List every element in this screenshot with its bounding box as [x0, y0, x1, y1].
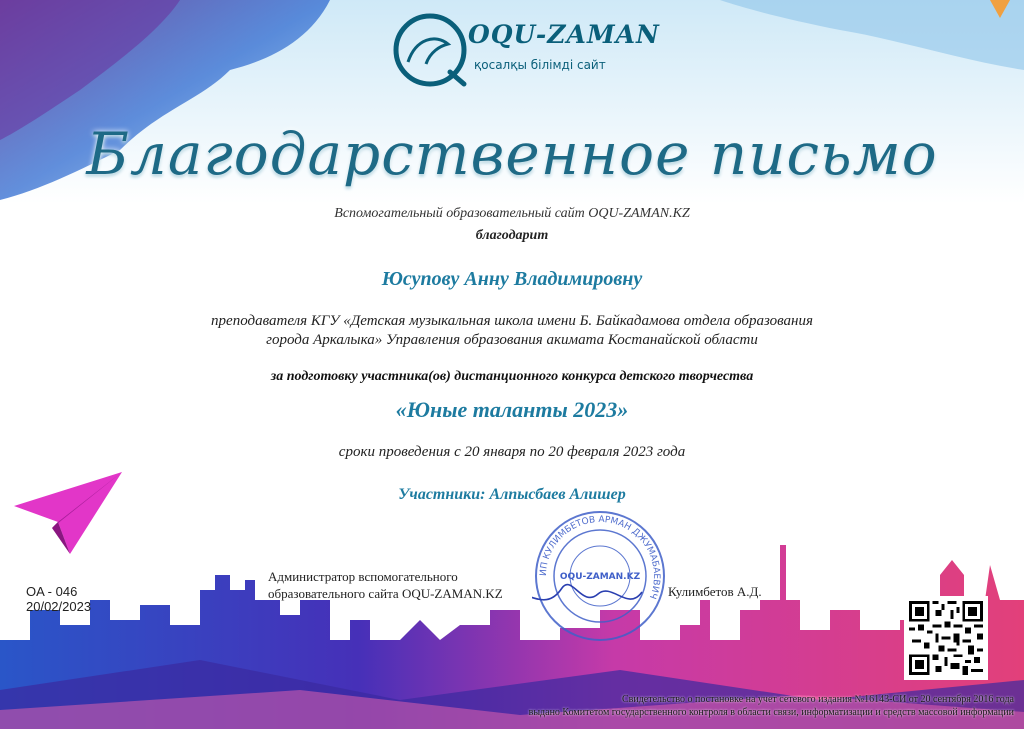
thanks-line: благодарит — [475, 228, 549, 243]
admin-title — [268, 568, 503, 602]
logo-emblem-icon — [388, 8, 472, 92]
registration-note — [529, 693, 1014, 719]
admin-line-2: образовательного сайта OQU-ZAMAN.KZ — [268, 586, 503, 601]
document-number: OA - 046 — [26, 584, 78, 599]
document-date: 20/02/2023 — [26, 599, 92, 614]
award-reason: за подготовку участника(ов) дистанционного конкурса детского творчества — [270, 369, 754, 384]
document-number-block — [26, 584, 91, 614]
qr-code-icon — [904, 596, 988, 680]
position-line-1: преподавателя КГУ «Детская музыкальная школа имени Б. Байкадамова отдела образования — [211, 313, 813, 329]
logo-name: OQU-ZAMAN — [468, 20, 660, 49]
paper-plane-icon — [12, 466, 126, 558]
contest-dates: сроки проведения с 20 января по 20 февраля 2023 года — [338, 444, 686, 460]
certificate-title: Благодарственное письмо — [86, 120, 938, 188]
position-line-2: города Аркалыка» Управления образования акимата Костанайской области — [266, 332, 758, 348]
signature-scribble — [532, 585, 642, 604]
admin-line-1: Администратор вспомогательного — [268, 569, 458, 584]
stamp-icon — [532, 508, 668, 644]
registration-line-1: Свидетельство о постановке на учет сетевого издания №16143-СИ от 20 сентября 2016 года — [621, 694, 1014, 705]
recipient-position — [0, 312, 1024, 350]
admin-name: Кулимбетов А.Д. — [668, 584, 762, 599]
registration-line-2: выдано Комитетом государственного контроля в области связи, информатизации и средств массовой информации — [528, 707, 1014, 718]
site-logo — [388, 8, 688, 92]
recipient-name: Юсупову Анну Владимировну — [381, 268, 643, 290]
stamp-center-text: OQU-ZAMAN.KZ — [559, 572, 641, 582]
stamp-ring-text: ИП КУЛИМБЕТОВ АРМАН ДЖУМАБАЕВИЧ — [538, 514, 662, 601]
contest-name: «Юные таланты 2023» — [395, 397, 629, 422]
participants-line: Участники: Алпысбаев Алишер — [398, 486, 626, 503]
logo-tagline: қосалқы білімді сайт — [474, 58, 606, 72]
issuer-line: Вспомогательный образовательный сайт OQU-ZAMAN.KZ — [334, 206, 690, 221]
